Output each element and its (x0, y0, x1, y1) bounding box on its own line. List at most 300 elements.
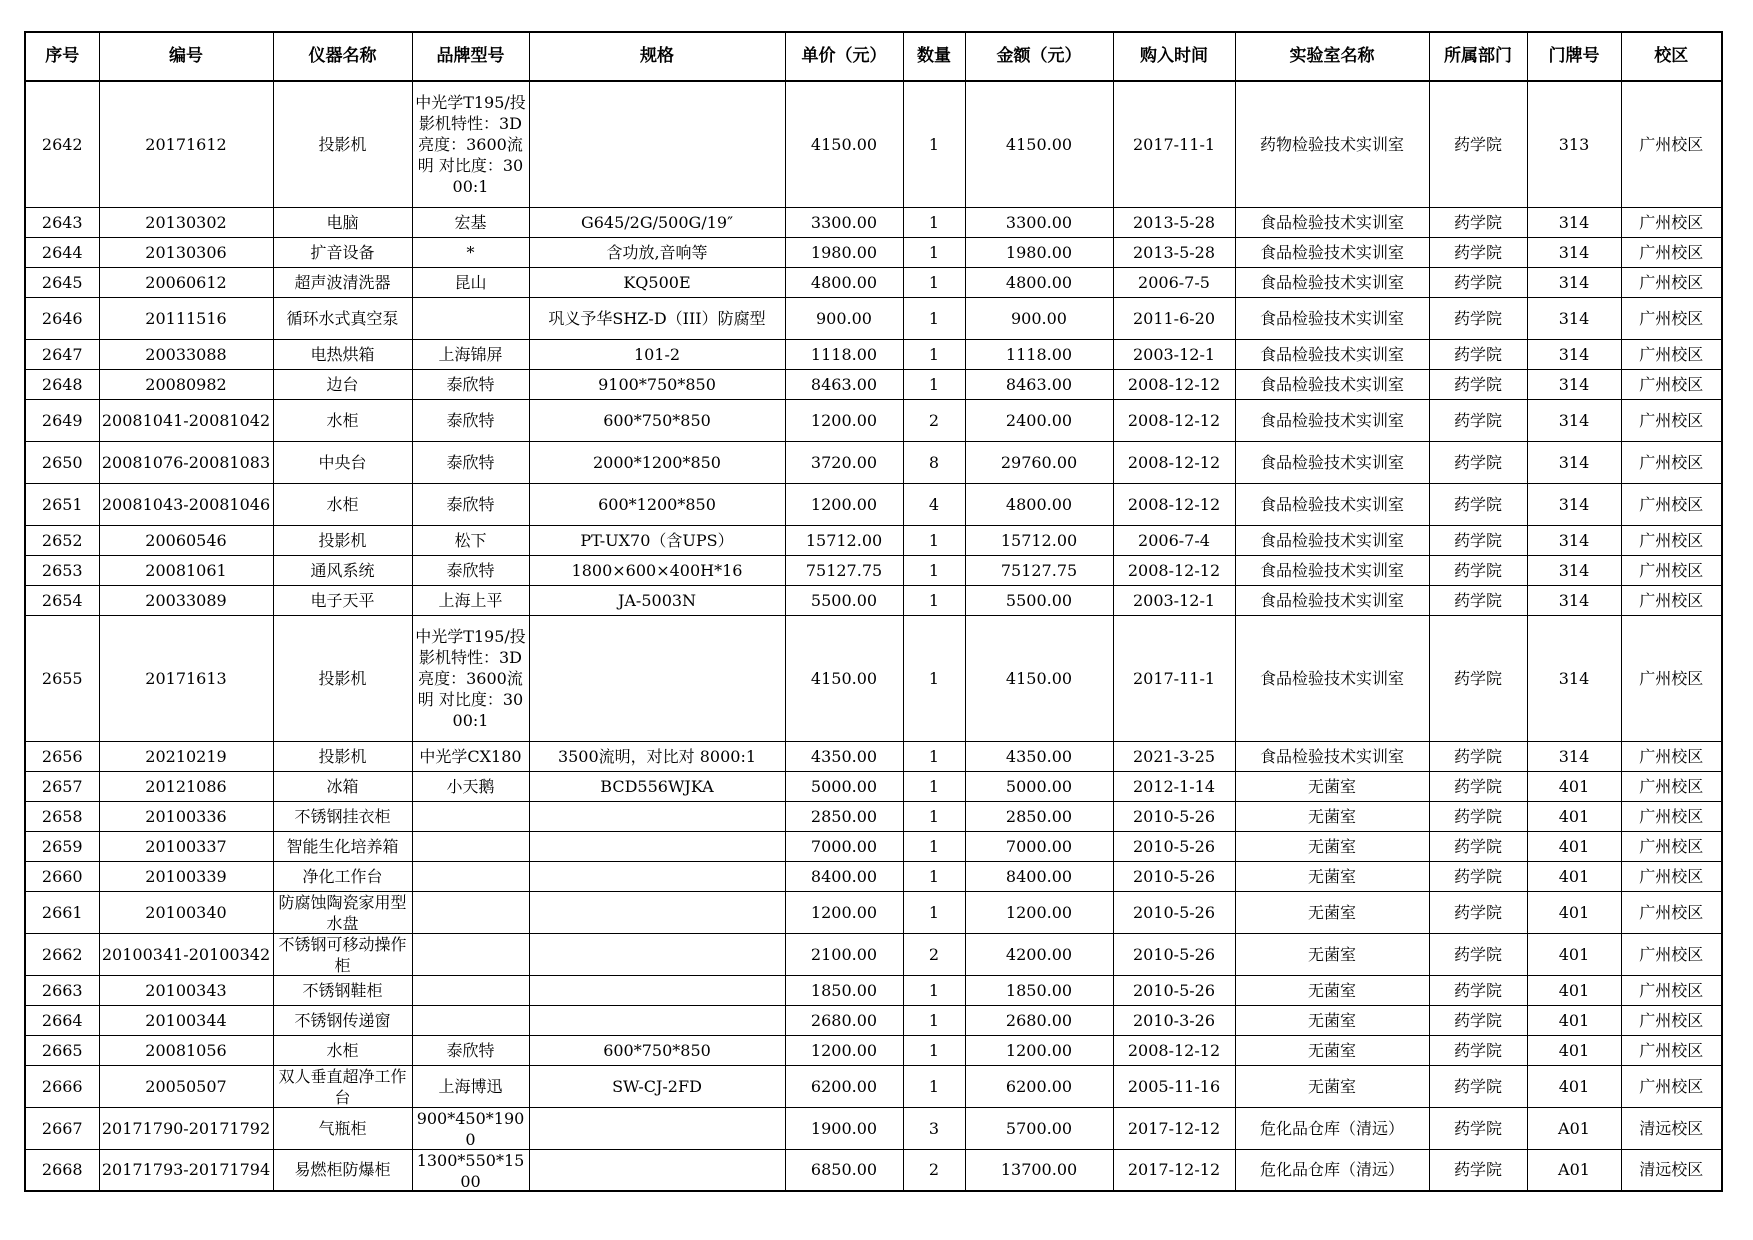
table-cell: 2850.00 (785, 801, 903, 831)
table-cell: 8400.00 (965, 861, 1113, 891)
table-cell: 广州校区 (1621, 339, 1722, 369)
table-cell (412, 483, 529, 525)
table-cell (412, 441, 529, 483)
table-cell (412, 399, 529, 441)
table-cell: 314 (1527, 441, 1621, 483)
table-cell: 6200.00 (785, 1065, 903, 1107)
table-cell: 6850.00 (785, 1149, 903, 1191)
table-cell: 清远校区 (1621, 1107, 1722, 1149)
table-cell: 2667 (25, 1107, 99, 1149)
table-cell: 600*750*850 (529, 1035, 785, 1065)
table-cell: 2010-5-26 (1113, 933, 1235, 975)
table-cell (412, 1149, 529, 1191)
cell-text: 电脑 (326, 212, 359, 232)
table-cell: 1 (903, 237, 965, 267)
table-cell: 20210219 (99, 741, 273, 771)
table-cell: 药学院 (1429, 975, 1527, 1005)
table-cell: 2008-12-12 (1113, 483, 1235, 525)
table-cell: 药学院 (1429, 441, 1527, 483)
table-cell: 2006-7-5 (1113, 267, 1235, 297)
table-cell: 食品检验技术实训室 (1235, 399, 1429, 441)
table-cell: 2680.00 (785, 1005, 903, 1035)
table-cell: 2003-12-1 (1113, 339, 1235, 369)
table-cell (412, 771, 529, 801)
table-cell: 20081061 (99, 555, 273, 585)
table-cell: 1118.00 (965, 339, 1113, 369)
table-cell: 2008-12-12 (1113, 555, 1235, 585)
table-cell: 药物检验技术实训室 (1235, 81, 1429, 207)
table-cell (529, 1005, 785, 1035)
table-cell: 1200.00 (785, 891, 903, 933)
table-cell: 9100*750*850 (529, 369, 785, 399)
table-cell: 2021-3-25 (1113, 741, 1235, 771)
table-cell: 1 (903, 339, 965, 369)
table-cell: 401 (1527, 933, 1621, 975)
cell-text: 通风系统 (310, 560, 375, 580)
table-cell: 2652 (25, 525, 99, 555)
table-cell: 药学院 (1429, 1005, 1527, 1035)
table-cell: 药学院 (1429, 891, 1527, 933)
table-cell: 2659 (25, 831, 99, 861)
table-cell (412, 1107, 529, 1149)
table-cell (412, 891, 529, 933)
cell-text: 冰箱 (326, 776, 359, 796)
table-cell: 20050507 (99, 1065, 273, 1107)
cell-text: 双人垂直超净工作台 (278, 1067, 407, 1106)
table-cell: 20171613 (99, 615, 273, 741)
table-cell: 2643 (25, 207, 99, 237)
table-cell: 清远校区 (1621, 1149, 1722, 1191)
table-cell (273, 399, 412, 441)
table-cell: 广州校区 (1621, 369, 1722, 399)
cell-text: 中央台 (318, 452, 367, 472)
table-cell: 广州校区 (1621, 801, 1722, 831)
table-cell: 2 (903, 399, 965, 441)
table-cell: 5000.00 (965, 771, 1113, 801)
table-cell: 600*1200*850 (529, 483, 785, 525)
table-cell: 广州校区 (1621, 891, 1722, 933)
table-cell: 8463.00 (785, 369, 903, 399)
table-cell: SW-CJ-2FD (529, 1065, 785, 1107)
cell-text: 不锈钢可移动操作柜 (278, 935, 407, 974)
table-cell: 2010-5-26 (1113, 975, 1235, 1005)
table-cell: BCD556WJKA (529, 771, 785, 801)
table-cell: 20081043-20081046 (99, 483, 273, 525)
table-cell: 20171612 (99, 81, 273, 207)
table-cell: 2651 (25, 483, 99, 525)
table-cell: 1200.00 (965, 891, 1113, 933)
table-cell: 2665 (25, 1035, 99, 1065)
table-cell: 6200.00 (965, 1065, 1113, 1107)
table-cell: 1200.00 (965, 1035, 1113, 1065)
table-cell: 2668 (25, 1149, 99, 1191)
table-cell: 20060612 (99, 267, 273, 297)
table-cell: 广州校区 (1621, 861, 1722, 891)
table-cell: 食品检验技术实训室 (1235, 555, 1429, 585)
table-cell: 401 (1527, 831, 1621, 861)
cell-text: 泰欣特 (446, 410, 495, 430)
header-cell: 门牌号 (1527, 32, 1621, 81)
table-cell: 1 (903, 525, 965, 555)
table-cell: 1900.00 (785, 1107, 903, 1149)
cell-text: 900*450*1900 (416, 1109, 525, 1148)
table-cell: A01 (1527, 1149, 1621, 1191)
table-cell: 无菌室 (1235, 801, 1429, 831)
cell-text: 扩音设备 (310, 242, 375, 262)
table-cell: 401 (1527, 1065, 1621, 1107)
table-cell (273, 585, 412, 615)
table-cell: 2850.00 (965, 801, 1113, 831)
table-cell: 2662 (25, 933, 99, 975)
table-cell: 401 (1527, 1005, 1621, 1035)
table-cell: 29760.00 (965, 441, 1113, 483)
table-cell: 药学院 (1429, 771, 1527, 801)
table-cell: 广州校区 (1621, 741, 1722, 771)
table-cell (412, 237, 529, 267)
cell-text: 投影机 (318, 746, 367, 766)
table-cell: 20171793-20171794 (99, 1149, 273, 1191)
table-cell: 5000.00 (785, 771, 903, 801)
table-cell: 2011-6-20 (1113, 297, 1235, 339)
table-cell: KQ500E (529, 267, 785, 297)
table-cell: 2657 (25, 771, 99, 801)
cell-text: 上海锦屏 (438, 344, 503, 364)
table-cell (412, 861, 529, 891)
table-cell: 4350.00 (785, 741, 903, 771)
table-cell: 5500.00 (965, 585, 1113, 615)
table-cell: 20100343 (99, 975, 273, 1005)
table-row (25, 399, 1722, 441)
table-cell: 2010-3-26 (1113, 1005, 1235, 1035)
table-cell: 2008-12-12 (1113, 399, 1235, 441)
table-cell: 313 (1527, 81, 1621, 207)
table-cell: 广州校区 (1621, 771, 1722, 801)
table-cell: 2647 (25, 339, 99, 369)
table-cell (412, 297, 529, 339)
table-row (25, 339, 1722, 369)
table-cell: 药学院 (1429, 741, 1527, 771)
table-cell: 1 (903, 891, 965, 933)
table-cell: 食品检验技术实训室 (1235, 339, 1429, 369)
cell-text: 上海博迅 (438, 1076, 503, 1096)
table-cell (529, 615, 785, 741)
table-cell: 2010-5-26 (1113, 831, 1235, 861)
table-cell: 20130306 (99, 237, 273, 267)
table-cell: 1850.00 (965, 975, 1113, 1005)
table-cell: 2666 (25, 1065, 99, 1107)
table-cell: 药学院 (1429, 555, 1527, 585)
table-cell: 1850.00 (785, 975, 903, 1005)
table-cell: 1 (903, 831, 965, 861)
header-cell: 单价（元） (785, 32, 903, 81)
cell-text: 净化工作台 (302, 866, 383, 886)
cell-text: 泰欣特 (446, 1040, 495, 1060)
table-cell: 2 (903, 1149, 965, 1191)
table-cell: 1 (903, 975, 965, 1005)
table-cell (412, 1005, 529, 1035)
table-cell: 食品检验技术实训室 (1235, 369, 1429, 399)
table-cell: 药学院 (1429, 525, 1527, 555)
table-cell: 食品检验技术实训室 (1235, 441, 1429, 483)
table-cell: 2005-11-16 (1113, 1065, 1235, 1107)
table-cell: G645/2G/500G/19″ (529, 207, 785, 237)
table-cell (273, 975, 412, 1005)
table-cell: 4150.00 (965, 615, 1113, 741)
table-cell (273, 237, 412, 267)
table-cell: 广州校区 (1621, 81, 1722, 207)
table-cell: 20121086 (99, 771, 273, 801)
table-cell: 13700.00 (965, 1149, 1113, 1191)
table-cell: 广州校区 (1621, 297, 1722, 339)
table-cell: 2100.00 (785, 933, 903, 975)
table-cell (273, 615, 412, 741)
table-cell: 20080982 (99, 369, 273, 399)
table-cell (412, 267, 529, 297)
table-cell (529, 975, 785, 1005)
cell-text: 水柜 (326, 494, 359, 514)
table-cell: 2017-11-1 (1113, 615, 1235, 741)
table-cell: 2017-12-12 (1113, 1149, 1235, 1191)
table-cell: 1 (903, 555, 965, 585)
cell-text: 投影机 (318, 668, 367, 688)
cell-text: 电子天平 (310, 590, 375, 610)
table-cell (273, 1005, 412, 1035)
table-cell: 2658 (25, 801, 99, 831)
table-cell (412, 369, 529, 399)
table-cell: 3300.00 (965, 207, 1113, 237)
table-cell: 314 (1527, 297, 1621, 339)
cell-text: 易燃柜防爆柜 (294, 1160, 391, 1180)
table-cell: 1 (903, 741, 965, 771)
table-cell: 4150.00 (785, 81, 903, 207)
table-cell: 314 (1527, 339, 1621, 369)
table-row (25, 801, 1722, 831)
table-cell: 药学院 (1429, 399, 1527, 441)
header-cell: 品牌型号 (412, 32, 529, 81)
table-cell: 广州校区 (1621, 1035, 1722, 1065)
table-cell: 20171790-20171792 (99, 1107, 273, 1149)
table-row (25, 207, 1722, 237)
table-cell: 2000*1200*850 (529, 441, 785, 483)
table-row (25, 1035, 1722, 1065)
header-cell: 所属部门 (1429, 32, 1527, 81)
table-cell (273, 1065, 412, 1107)
table-cell: 20081041-20081042 (99, 399, 273, 441)
table-row (25, 831, 1722, 861)
table-cell: 无菌室 (1235, 891, 1429, 933)
table-cell: 2010-5-26 (1113, 801, 1235, 831)
header-cell: 序号 (25, 32, 99, 81)
table-cell: 20033088 (99, 339, 273, 369)
table-cell: 无菌室 (1235, 1005, 1429, 1035)
table-cell: 4150.00 (785, 615, 903, 741)
table-cell: 1 (903, 1065, 965, 1107)
table-cell (529, 933, 785, 975)
table-cell: 314 (1527, 585, 1621, 615)
table-cell: 2400.00 (965, 399, 1113, 441)
table-cell: 无菌室 (1235, 975, 1429, 1005)
table-cell (273, 801, 412, 831)
table-cell (273, 861, 412, 891)
table-cell: 2649 (25, 399, 99, 441)
table-cell: 8 (903, 441, 965, 483)
table-cell: 无菌室 (1235, 771, 1429, 801)
table-cell: 401 (1527, 1035, 1621, 1065)
table-cell: 15712.00 (965, 525, 1113, 555)
table-cell: 4350.00 (965, 741, 1113, 771)
table-cell: 3720.00 (785, 441, 903, 483)
table-cell: 2008-12-12 (1113, 1035, 1235, 1065)
table-cell (273, 1035, 412, 1065)
table-cell: 20081076-20081083 (99, 441, 273, 483)
table-cell: 1980.00 (785, 237, 903, 267)
table-cell: 4800.00 (965, 483, 1113, 525)
table-cell: 2660 (25, 861, 99, 891)
cell-text: 水柜 (326, 1040, 359, 1060)
cell-text: 不锈钢挂衣柜 (294, 806, 391, 826)
table-row (25, 933, 1722, 975)
table-cell: 75127.75 (785, 555, 903, 585)
cell-text: 泰欣特 (446, 560, 495, 580)
table-cell: 2644 (25, 237, 99, 267)
table-cell (273, 267, 412, 297)
table-cell: 食品检验技术实训室 (1235, 741, 1429, 771)
table-cell: 广州校区 (1621, 585, 1722, 615)
table-cell: 4150.00 (965, 81, 1113, 207)
table-cell: 401 (1527, 975, 1621, 1005)
table-cell: 20100344 (99, 1005, 273, 1035)
table-cell: 20100336 (99, 801, 273, 831)
cell-text: 不锈钢传递窗 (294, 1010, 391, 1030)
table-cell: 2650 (25, 441, 99, 483)
table-cell (273, 483, 412, 525)
cell-text: 循环水式真空泵 (286, 308, 399, 328)
table-cell (412, 81, 529, 207)
table-cell (273, 1149, 412, 1191)
table-cell: 20081056 (99, 1035, 273, 1065)
table-cell: 5500.00 (785, 585, 903, 615)
table-cell: 314 (1527, 483, 1621, 525)
table-cell: 5700.00 (965, 1107, 1113, 1149)
table-row (25, 237, 1722, 267)
page (24, 31, 1721, 1192)
cell-text: 智能生化培养箱 (286, 836, 399, 856)
table-cell: 1 (903, 861, 965, 891)
equipment-table (24, 31, 1723, 1192)
table-cell (273, 555, 412, 585)
table-cell: 15712.00 (785, 525, 903, 555)
table-cell: 危化品仓库（清远） (1235, 1107, 1429, 1149)
header-cell: 编号 (99, 32, 273, 81)
table-cell: 20130302 (99, 207, 273, 237)
header-cell: 校区 (1621, 32, 1722, 81)
table-cell (412, 339, 529, 369)
table-cell: 3 (903, 1107, 965, 1149)
table-cell: 314 (1527, 207, 1621, 237)
table-cell: 广州校区 (1621, 933, 1722, 975)
header-cell: 实验室名称 (1235, 32, 1429, 81)
table-cell: 314 (1527, 555, 1621, 585)
table-row (25, 1005, 1722, 1035)
table-cell: 广州校区 (1621, 555, 1722, 585)
table-cell: 药学院 (1429, 1107, 1527, 1149)
cell-text: 中光学T195/投影机特性：3D 亮度：3600流明 对比度：3000:1 (415, 626, 526, 730)
table-cell: 1 (903, 585, 965, 615)
table-cell: 食品检验技术实训室 (1235, 525, 1429, 555)
table-cell: 广州校区 (1621, 441, 1722, 483)
table-row (25, 585, 1722, 615)
table-cell: 1200.00 (785, 483, 903, 525)
table-cell: 1 (903, 207, 965, 237)
table-cell (529, 891, 785, 933)
cell-text: 边台 (326, 374, 359, 394)
cell-text: 投影机 (318, 530, 367, 550)
table-cell (412, 831, 529, 861)
table-row (25, 369, 1722, 399)
table-cell: 1 (903, 297, 965, 339)
table-cell: 20100340 (99, 891, 273, 933)
table-cell: 广州校区 (1621, 1005, 1722, 1035)
cell-text: 中光学CX180 (419, 746, 522, 766)
table-cell: 2645 (25, 267, 99, 297)
table-cell: 药学院 (1429, 1149, 1527, 1191)
table-cell: 4200.00 (965, 933, 1113, 975)
table-cell (412, 975, 529, 1005)
table-cell (412, 933, 529, 975)
table-cell: 2642 (25, 81, 99, 207)
table-cell: 4 (903, 483, 965, 525)
table-cell: 401 (1527, 861, 1621, 891)
table-cell: 1 (903, 771, 965, 801)
table-row (25, 555, 1722, 585)
table-cell (273, 297, 412, 339)
table-cell: 危化品仓库（清远） (1235, 1149, 1429, 1191)
header-cell: 规格 (529, 32, 785, 81)
table-cell: 3300.00 (785, 207, 903, 237)
table-cell: 8400.00 (785, 861, 903, 891)
table-cell: 食品检验技术实训室 (1235, 207, 1429, 237)
table-cell: 1 (903, 615, 965, 741)
table-cell: 2010-5-26 (1113, 891, 1235, 933)
table-cell (529, 1149, 785, 1191)
table-cell: 药学院 (1429, 831, 1527, 861)
table-cell: 广州校区 (1621, 267, 1722, 297)
table-cell: 广州校区 (1621, 1065, 1722, 1107)
table-cell: PT-UX70（含UPS） (529, 525, 785, 555)
cell-text: 宏基 (454, 212, 487, 232)
table-cell: 1800×600×400H*16 (529, 555, 785, 585)
table-cell: 2680.00 (965, 1005, 1113, 1035)
cell-text: 松下 (454, 530, 487, 550)
table-cell: 20100339 (99, 861, 273, 891)
table-cell: 1 (903, 1035, 965, 1065)
table-cell: 含功放,音响等 (529, 237, 785, 267)
table-cell: 2012-1-14 (1113, 771, 1235, 801)
table-cell: 食品检验技术实训室 (1235, 237, 1429, 267)
table-cell: 巩义予华SHZ-D（III）防腐型 (529, 297, 785, 339)
table-cell (273, 933, 412, 975)
header-cell: 仪器名称 (273, 32, 412, 81)
table-cell: 药学院 (1429, 483, 1527, 525)
table-cell: 4800.00 (785, 267, 903, 297)
table-cell: 7000.00 (965, 831, 1113, 861)
table-cell: 1 (903, 801, 965, 831)
cell-text: 上海上平 (438, 590, 503, 610)
table-cell (412, 207, 529, 237)
table-cell: 314 (1527, 741, 1621, 771)
table-cell: 无菌室 (1235, 1035, 1429, 1065)
cell-text: 水柜 (326, 410, 359, 430)
